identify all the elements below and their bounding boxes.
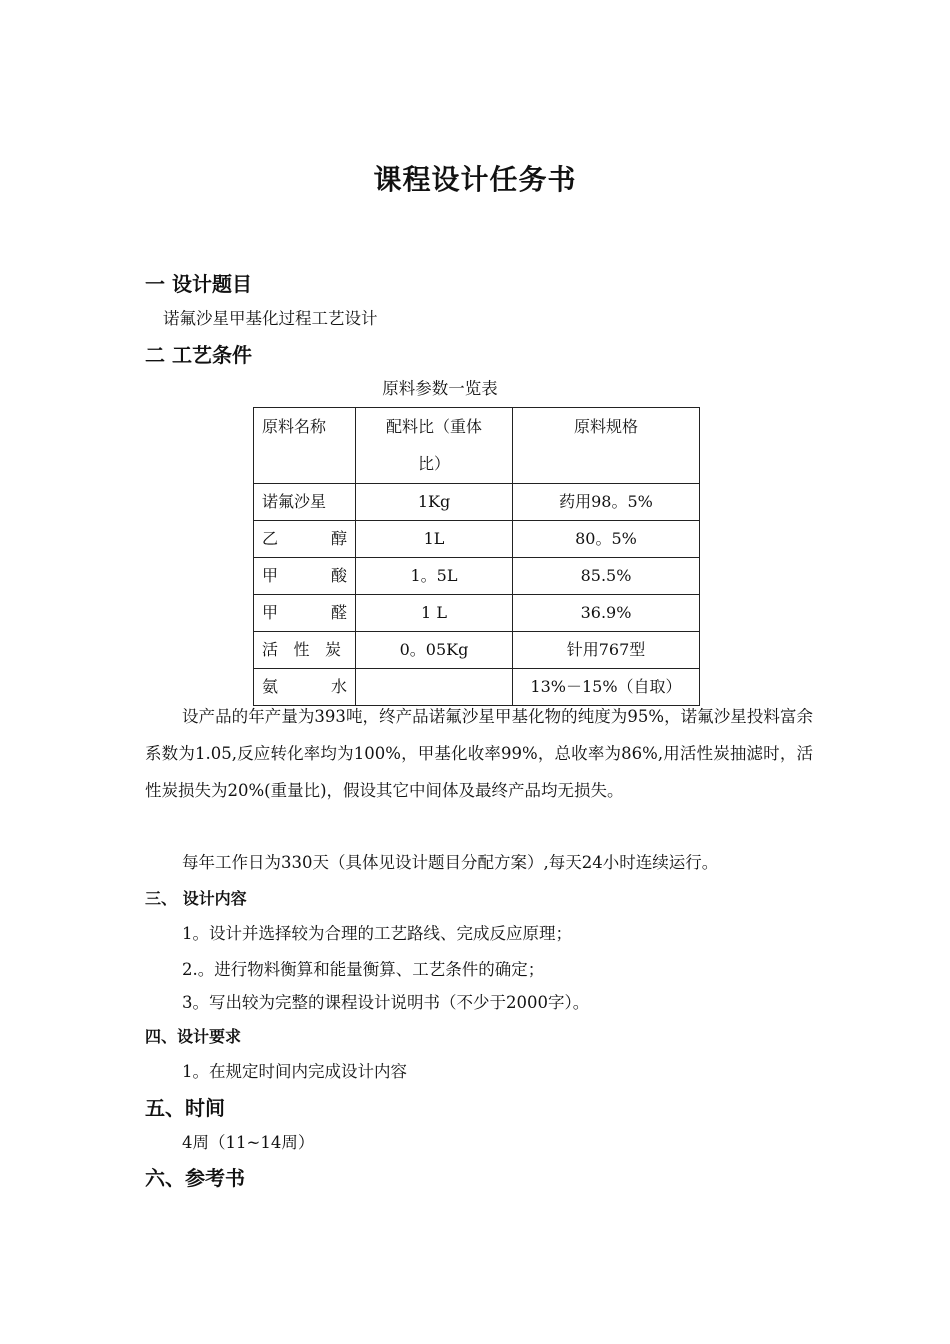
material-name: 甲 酸 bbox=[262, 566, 347, 585]
design-content-item: 1。设计并选择较为合理的工艺路线、完成反应原理； bbox=[182, 924, 572, 943]
table-row bbox=[254, 521, 700, 558]
table-row bbox=[254, 484, 700, 521]
section6-heading: 六、参考书 bbox=[145, 1166, 245, 1190]
material-name: 活 性 炭 bbox=[262, 640, 341, 659]
material-spec: 36.9% bbox=[513, 595, 700, 632]
table-row bbox=[254, 632, 700, 669]
material-spec: 80。5% bbox=[513, 521, 700, 558]
material-spec: 药用98。5% bbox=[513, 484, 700, 521]
working-days-paragraph: 每年工作日为330天（具体见设计题目分配方案）,每天24小时连续运行。 bbox=[182, 853, 719, 872]
section4-heading: 四、设计要求 bbox=[145, 1027, 242, 1046]
material-ratio: 0。05Kg bbox=[356, 632, 513, 669]
material-spec: 85.5% bbox=[513, 558, 700, 595]
process-conditions-paragraph: 设产品的年产量为393吨，终产品诺氟沙星甲基化物的纯度为95%，诺氟沙星投料富余系数为1.05,反应转化率均为100%，甲基化收率99%，总收率为86%,用活性炭抽滤时，活性炭损失为20%(重量比)，假设其它中间体及最终产品均无损失。 bbox=[145, 707, 813, 800]
material-spec: 针用767型 bbox=[513, 632, 700, 669]
header-material-name: 原料名称 bbox=[254, 408, 356, 484]
header-spec: 原料规格 bbox=[513, 408, 700, 484]
section3-heading: 三、 设计内容 bbox=[145, 889, 247, 908]
design-content-item: 2.。进行物料衡算和能量衡算、工艺条件的确定； bbox=[182, 960, 545, 979]
section1-heading: 一 设计题目 bbox=[145, 272, 252, 296]
section2-heading: 二 工艺条件 bbox=[145, 343, 252, 367]
design-topic: 诺氟沙星甲基化过程工艺设计 bbox=[163, 309, 378, 328]
material-ratio: 1 L bbox=[356, 595, 513, 632]
page-title: 课程设计任务书 bbox=[373, 163, 577, 196]
design-requirement-item: 1。在规定时间内完成设计内容 bbox=[182, 1062, 407, 1081]
material-ratio: 1。5L bbox=[356, 558, 513, 595]
table-header-row bbox=[254, 408, 700, 484]
table-row bbox=[254, 595, 700, 632]
material-ratio: 1Kg bbox=[356, 484, 513, 521]
schedule-text: 4周（11~14周） bbox=[182, 1133, 315, 1152]
materials-table bbox=[253, 407, 700, 706]
table-caption: 原料参数一览表 bbox=[382, 379, 498, 398]
header-ratio: 配料比（重体比） bbox=[356, 408, 513, 484]
material-name: 氨 水 bbox=[262, 677, 347, 696]
material-name: 甲 醛 bbox=[262, 603, 347, 622]
material-name: 乙 醇 bbox=[262, 529, 347, 548]
material-name: 诺氟沙星 bbox=[254, 484, 356, 521]
material-spec: 13%－15%（自取） bbox=[513, 669, 700, 706]
section5-heading: 五、时间 bbox=[145, 1096, 225, 1120]
material-ratio: 1L bbox=[356, 521, 513, 558]
table-row bbox=[254, 558, 700, 595]
design-content-item: 3。写出较为完整的课程设计说明书（不少于2000字）。 bbox=[182, 993, 590, 1012]
